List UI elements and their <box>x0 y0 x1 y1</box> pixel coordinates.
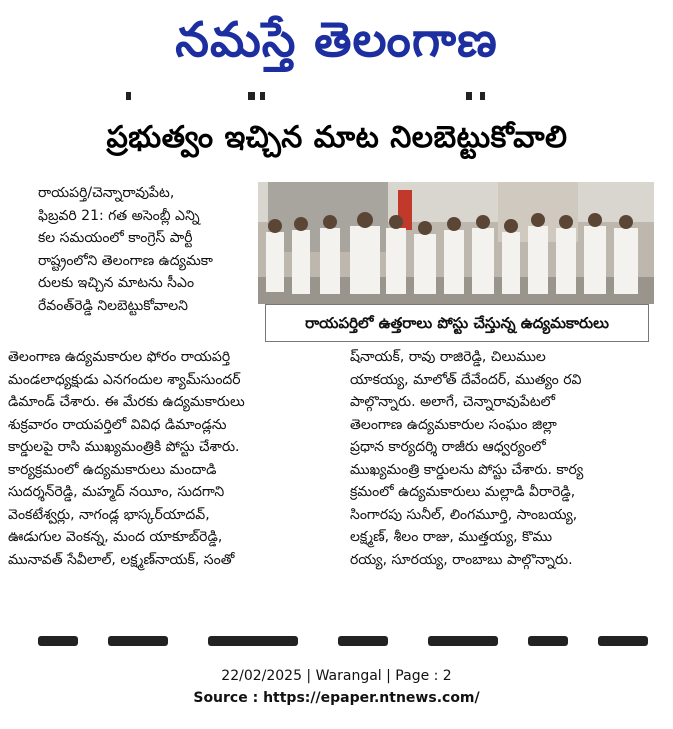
masthead <box>0 0 673 80</box>
article-line: వెంకటేశ్వర్లు, నాగండ్ల భాస్కర్‌యాదవ్, <box>8 506 210 523</box>
article-line: క్రమంలో ఉద్యమకారులు మల్లాడి వీరారెడ్డి, <box>350 484 576 500</box>
news-clipping <box>8 92 666 648</box>
article-line: మండలాధ్యక్షుడు ఎనగందుల శ్యామ్‌సుందర్ <box>8 371 241 388</box>
article-line: డిమాండ్ చేశారు. ఈ మేరకు ఉద్యమకారులు <box>8 394 245 410</box>
article-line: ష్‌నాయక్, రావు రాజిరెడ్డి, చిలుముల <box>350 349 546 365</box>
article-line: సింగారపు సునీల్, లింగమూర్తి, సాంబయ్య, <box>350 506 578 523</box>
article-column-intro <box>38 182 264 317</box>
article-line: ముఖ్యమంత్రి కార్డులను పోస్టు చేశారు. కార్య <box>350 461 584 478</box>
article-line: రులకు ఇచ్చిన మాటను సీఎం <box>38 275 195 291</box>
article-line: శుక్రవారం రాయపర్తిలో వివిధ డిమాండ్లను <box>8 416 227 433</box>
article-line: కార్డులపై రాసి ముఖ్యమంత్రికి పోస్టు చేశారు. <box>8 439 240 455</box>
article-line: సుదర్శన్‌రెడ్డి, మహ్మద్ నయీం, సుదగాని <box>8 484 225 500</box>
article-line: తెలంగాణ ఉద్యమకారుల ఫోరం రాయపర్తి <box>8 349 231 365</box>
article-line: తెలంగాణ ఉద్యమకారుల సంఘం జిల్లా <box>350 416 557 433</box>
article-column-right <box>350 346 664 571</box>
article-line: రాష్ట్రంలోని తెలంగాణ ఉద్యమకా <box>38 252 213 269</box>
photo-caption: రాయపర్తిలో ఉత్తరాలు పోస్టు చేస్తున్న ఉద్యమకారులు <box>265 304 649 342</box>
article-headline: ప్రభుత్వం ఇచ్చిన మాట నిలబెట్టుకోవాలి <box>106 120 568 155</box>
clipping-date-edition: 22/02/2025 | Warangal | Page : 2 <box>221 668 452 684</box>
article-photo <box>258 182 654 304</box>
article-line: పాల్గొన్నారు. అలాగే, చెన్నారావుపేటలో <box>350 394 556 410</box>
article-line: మునావత్ సేవీలాల్, లక్ష్మణ్‌నాయక్, సంతో <box>8 551 235 568</box>
article-line: రాయపర్తి/చెన్నారావుపేట, <box>38 185 175 201</box>
article-line: లక్ష్మణ్, శీలం రాజు, ముత్తయ్య, కొము <box>350 529 553 545</box>
clipping-bottom-edge <box>8 632 666 648</box>
clipping-top-edge <box>8 92 666 104</box>
article-line: యాకయ్య, మాలోత్ దేవేందర్, ముత్యం రవి <box>350 371 582 388</box>
article-line: కార్యక్రమంలో ఉద్యమకారులు మందాడి <box>8 461 217 478</box>
article-line: ప్రధాన కార్యదర్శి రాజీరు ఆధ్వర్యంలో <box>350 439 546 455</box>
article-column-left <box>8 346 334 571</box>
article-line: కల సమయంలో కాంగ్రెస్ పార్టీ <box>38 230 193 246</box>
article-line: ఊడుగుల వెంకన్న, మంద యాకూబ్‌రెడ్డి, <box>8 529 223 545</box>
newspaper-logo: నమస్తే తెలంగాణ <box>175 12 498 68</box>
photo-image <box>258 182 654 304</box>
article-line: రయ్య, సూరయ్య, రాంబాబు పాల్గొన్నారు. <box>350 551 573 568</box>
article-line: ఫిబ్రవరి 21: గత అసెంబ్లీ ఎన్ని <box>38 207 200 224</box>
clipping-source: Source : https://epaper.ntnews.com/ <box>193 690 480 706</box>
article-line: రేవంత్‌రెడ్డి నిలబెట్టుకోవాలని <box>38 297 188 314</box>
